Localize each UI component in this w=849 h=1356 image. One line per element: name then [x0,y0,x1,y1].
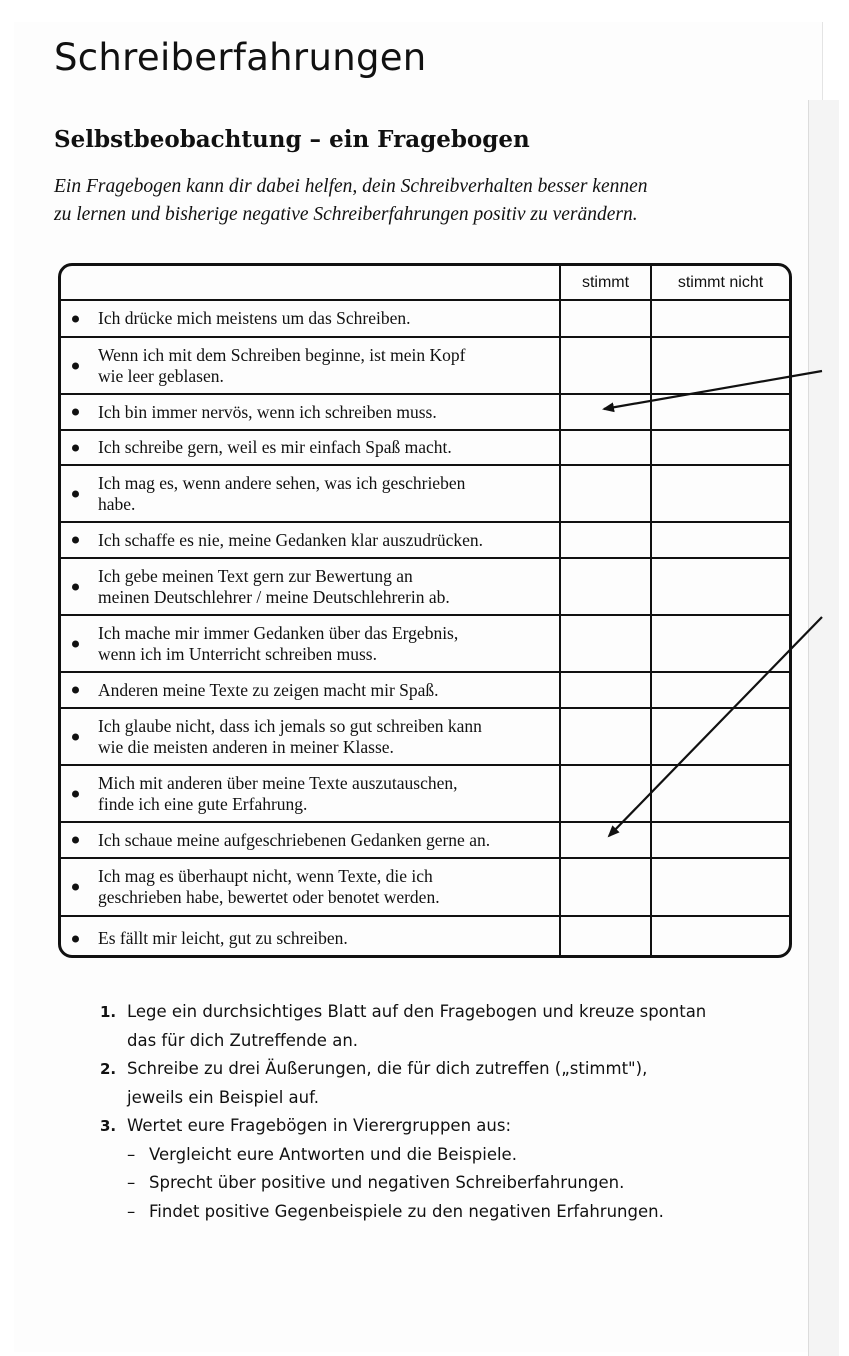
answer-cell-stimmt-nicht[interactable] [652,466,789,521]
statement-line: finde ich eine gute Erfahrung. [98,793,308,814]
intro-line: Ein Fragebogen kann dir dabei helfen, dein Schreibverhalten besser kennen [54,176,648,197]
statement-text [98,866,553,908]
dash-bullet: – [127,1144,136,1164]
statement-text [98,437,553,458]
statement-line: Ich mag es überhaupt nicht, wenn Texte, die ich [98,866,433,886]
statement-line: Anderen meine Texte zu zeigen macht mir Spaß. [98,679,439,700]
page-title: Schreiberfahrungen [54,36,427,79]
table-row [61,823,789,859]
answer-cell-stimmt-nicht[interactable] [652,301,789,336]
bullet-icon [72,687,79,694]
table-row [61,917,789,958]
table-row [61,559,789,616]
dash-bullet: – [127,1201,136,1221]
table-row [61,301,789,338]
table-row [61,395,789,431]
section-subtitle: Selbstbeobachtung – ein Fragebogen [54,126,530,153]
intro-line: zu lernen und bisherige negative Schreiberfahrungen positiv zu verändern. [54,204,638,225]
statement-text [98,530,553,551]
statement-cell [61,859,561,915]
statement-line: geschrieben habe, bewertet oder benotet werden. [98,887,440,907]
statement-text [98,623,553,665]
statement-line: meinen Deutschlehrer / meine Deutschlehrerin ab. [98,586,450,607]
bullet-icon [72,362,79,369]
table-row [61,616,789,673]
statement-line: Ich glaube nicht, dass ich jemals so gut schreiben kann [98,715,482,736]
statement-cell [61,523,561,557]
answer-cell-stimmt[interactable] [561,301,652,336]
statement-cell [61,395,561,429]
statement-line: Ich bin immer nervös, wenn ich schreiben muss. [98,401,437,422]
statement-line: Es fällt mir leicht, gut zu schreiben. [98,927,348,948]
answer-cell-stimmt[interactable] [561,673,652,707]
answer-cell-stimmt-nicht[interactable] [652,859,789,915]
task-line: jeweils ein Beispiel auf. [127,1087,319,1107]
answer-cell-stimmt-nicht[interactable] [652,523,789,557]
answer-cell-stimmt[interactable] [561,859,652,915]
task-line: Lege ein durchsichtiges Blatt auf den Fragebogen und kreuze spontan [127,1002,707,1021]
statement-cell [61,466,561,521]
statement-cell [61,616,561,671]
statement-line: Wenn ich mit dem Schreiben beginne, ist mein Kopf [98,344,466,365]
statement-line: Ich mache mir immer Gedanken über das Ergebnis, [98,622,459,643]
statement-line: Ich mag es, wenn andere sehen, was ich geschrieben [98,472,466,493]
table-header-row [61,266,789,301]
answer-cell-stimmt-nicht[interactable] [652,559,789,614]
statement-cell [61,301,561,336]
task-subitem-text: Sprecht über positive und negativen Schreiberfahrungen. [149,1173,625,1192]
header-cell-stimmt-nicht [652,266,789,299]
table-row [61,709,789,766]
statement-line: Ich schreibe gern, weil es mir einfach Spaß macht. [98,437,452,457]
statement-cell [61,766,561,821]
answer-cell-stimmt-nicht[interactable] [652,673,789,707]
table-row [61,523,789,559]
bullet-icon [72,733,79,740]
answer-cell-stimmt-nicht[interactable] [652,616,789,671]
task-number: 1. [100,1003,117,1021]
statement-text [98,566,553,608]
statement-cell [61,338,561,393]
table-row [61,466,789,523]
header-label-stimmt: stimmt [581,273,630,291]
header-cell-stimmt [561,266,652,299]
task-item [100,1112,800,1226]
statement-text [98,830,553,851]
statement-line: wie die meisten anderen in meiner Klasse. [98,736,394,757]
bullet-icon [72,444,79,451]
answer-cell-stimmt[interactable] [561,823,652,857]
answer-cell-stimmt[interactable] [561,395,652,429]
statement-text [98,402,553,423]
answer-cell-stimmt[interactable] [561,709,652,764]
statement-line: Ich drücke mich meistens um das Schreiben. [98,308,411,328]
bullet-icon [72,409,79,416]
answer-cell-stimmt-nicht[interactable] [652,338,789,393]
table-row [61,859,789,917]
task-line: das für dich Zutreffende an. [127,1030,359,1050]
statement-line: wenn ich im Unterricht schreiben muss. [98,643,377,664]
table-row [61,766,789,823]
statement-text [98,308,553,329]
answer-cell-stimmt[interactable] [561,338,652,393]
statement-text [98,680,553,701]
bullet-icon [72,583,79,590]
task-number: 2. [100,1060,117,1078]
task-subitem [127,1169,800,1198]
statement-line: Ich schaffe es nie, meine Gedanken klar auszudrücken. [98,529,483,550]
task-subitem [127,1141,800,1170]
bullet-icon [72,790,79,797]
answer-cell-stimmt-nicht[interactable] [652,766,789,821]
task-line: Schreibe zu drei Äußerungen, die für dich zutreffen („stimmt"), [127,1059,648,1078]
answer-cell-stimmt[interactable] [561,523,652,557]
answer-cell-stimmt[interactable] [561,766,652,821]
statement-line: wie leer geblasen. [98,365,224,386]
bullet-icon [72,537,79,544]
task-subitem-text: Findet positive Gegenbeispiele zu den negativen Erfahrungen. [149,1201,664,1221]
answer-cell-stimmt[interactable] [561,616,652,671]
task-line: Wertet eure Fragebögen in Vierergruppen aus: [127,1116,512,1135]
answer-cell-stimmt[interactable] [561,431,652,464]
statement-line: Ich gebe meinen Text gern zur Bewertung an [98,565,413,586]
statement-cell [61,823,561,857]
bullet-icon [72,490,79,497]
task-item [100,998,800,1055]
task-item [100,1055,800,1112]
statement-text [98,716,553,758]
statement-cell [61,673,561,707]
answer-cell-stimmt-nicht[interactable] [652,431,789,464]
statement-text [98,773,553,815]
statement-line: Ich schaue meine aufgeschriebenen Gedanken gerne an. [98,829,491,850]
bullet-icon [72,640,79,647]
statement-text [98,928,553,949]
answer-cell-stimmt-nicht[interactable] [652,917,789,958]
header-label-stimmt-nicht: stimmt nicht [677,273,764,291]
bullet-icon [72,837,79,844]
statement-text [98,473,553,515]
statement-line: Mich mit anderen über meine Texte auszutauschen, [98,772,458,793]
answer-cell-stimmt[interactable] [561,466,652,521]
bullet-icon [72,936,79,943]
dash-bullet: – [127,1173,136,1192]
statement-cell [61,917,561,958]
task-list [100,998,800,1226]
table-row [61,431,789,466]
answer-cell-stimmt-nicht[interactable] [652,823,789,857]
answer-cell-stimmt[interactable] [561,917,652,958]
task-subitem [127,1198,800,1227]
table-row [61,673,789,709]
statement-cell [61,709,561,764]
statement-cell [61,559,561,614]
statement-text [98,345,553,387]
answer-cell-stimmt-nicht[interactable] [652,709,789,764]
task-subitem-text: Vergleicht eure Antworten und die Beispiele. [149,1144,517,1164]
bullet-icon [72,315,79,322]
statement-line: habe. [98,493,136,514]
task-number: 3. [100,1117,117,1135]
bullet-icon [72,884,79,891]
underlying-page-edge [808,100,839,1356]
answer-cell-stimmt[interactable] [561,559,652,614]
statement-cell [61,431,561,464]
questionnaire-table [58,263,792,958]
table-row [61,338,789,395]
header-empty-cell [61,266,561,299]
intro-text [54,173,754,229]
answer-cell-stimmt-nicht[interactable] [652,395,789,429]
